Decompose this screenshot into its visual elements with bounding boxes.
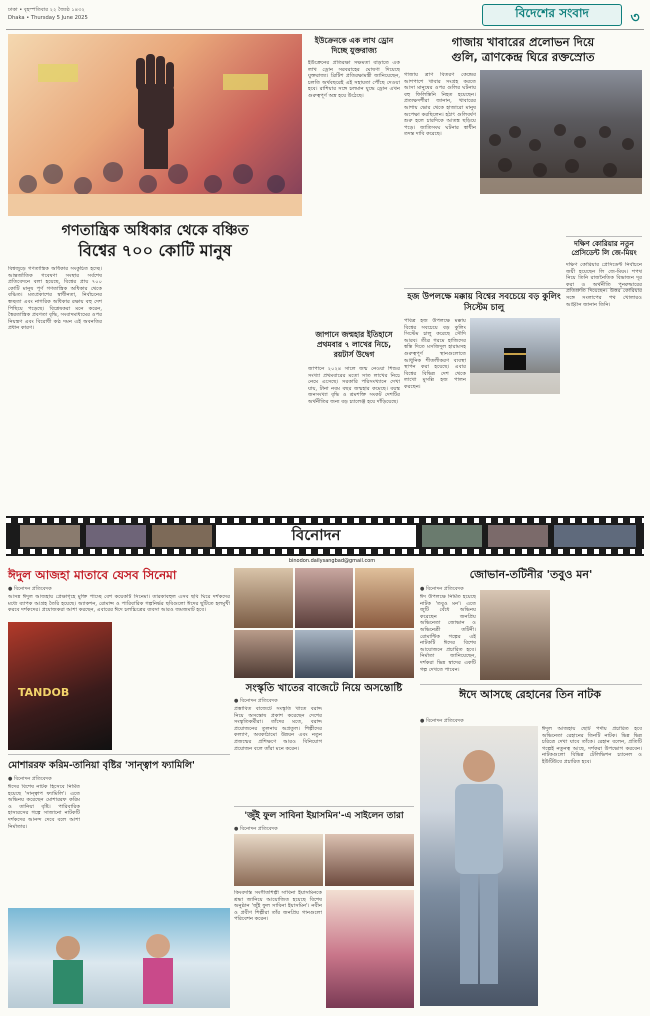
- sabina-headline: 'জুঁই ফুল সাবিনা ইয়াসমিন'-এ সাইলেন তারা: [244, 811, 404, 821]
- budget-headline: সংস্কৃতি খাতের বাজেটে নিয়ে অসন্তোষ্টি: [245, 683, 403, 694]
- sabina-photo: [326, 890, 414, 1008]
- lead-headline: [8, 222, 302, 260]
- group-photo-panel-1: [234, 834, 323, 886]
- group-photo-panel-2: [325, 834, 414, 886]
- binodon-title: বিনোদন: [291, 525, 341, 544]
- lead-headline-line2: বিশ্বের ৭০০ কোটি মানুষ: [78, 241, 232, 260]
- artists-collage: [234, 568, 414, 628]
- budget-body-col2: [326, 706, 414, 802]
- rehan-headline: ঈদে আসছে রেহানের তিন নাটক: [459, 688, 601, 701]
- sabina-byline: ● বিনোদন প্রতিবেদক: [234, 826, 278, 832]
- ukraine-body: ইউক্রেনের প্রতিরক্ষা সক্ষমতা বাড়াতে এক লাখ ড্রোন সরবরাহের ঘোষণা দিয়েছে যুক্তরাজ্য। ব্রিটিশ প্রতিরক্ষামন্ত্রী জানিয়েছেন, চলতি অর্থবছরেই এই সহায়তা পৌঁছে দেওয়া হবে। রাশিয়ার সঙ্গে চলমান যুদ্ধে ড্রোন এখন গুরুত্বপূর্ণ অস্ত্র হয়ে উঠেছে।: [308, 60, 400, 99]
- sanglap-body: ঈদের বিশেষ নাটক হিসেবে নির্মিত হয়েছে 'সান্ত্বাপ ফ্যামিলি'। এতে অভিনয় করেছেন মোশাররফ করিম ও তানিয়া বৃষ্টি। পারিবারিক হাস্যরসের গল্পে সাজানো নাটকটি দর্শকদের আনন্দ দেবে বলে আশা নির্মাতার।: [8, 784, 80, 830]
- sabina-group-photo: [234, 834, 414, 886]
- lead-headline-line1: গণতান্ত্রিক অধিকার থেকে বঞ্চিত: [61, 223, 249, 239]
- sanglap-divider: [8, 754, 230, 755]
- page-number: ৩: [630, 10, 640, 26]
- lead-body: বিশ্বজুড়ে গণতান্ত্রিক অধিকার সংকুচিত হচ্ছে। আন্তর্জাতিক গবেষণা সংস্থার সর্বশেষ প্রতিবেদনে বলা হয়েছে, বিশ্বের প্রায় ৭০০ কোটি মানুষ পূর্ণ গণতান্ত্রিক অধিকার থেকে বঞ্চিত। মতপ্রকাশের স্বাধীনতা, নির্বাচনের স্বচ্ছতা এবং নাগরিক অধিকার রক্ষায় বহু দেশ পিছিয়ে পড়েছে। বিশ্লেষকরা মনে করেন, স্বৈরতান্ত্রিক প্রবণতা বৃদ্ধি, সংবাদমাধ্যমের ওপর নিয়ন্ত্রণ এবং বিরোধী কণ্ঠ দমন এই অবনতির প্রধান কারণ।: [8, 266, 102, 332]
- japan-headline: জাপানে জন্মহার ইতিহাসে প্রথমবার ৭ লাখের নিচে, রয়টার্স উদ্বেগ: [315, 330, 393, 359]
- lead-body-col3: [208, 266, 302, 526]
- lead-body-columns: [8, 266, 302, 526]
- kaaba-icon: [470, 318, 560, 394]
- binodon-title-box: [216, 525, 416, 547]
- family-characters-icon: [8, 908, 230, 1008]
- gaza-body: গাজায় ত্রাণ বিতরণ কেন্দ্রের আশপাশে খাবার সংগ্রহ করতে আসা মানুষের ওপর গুলির ঘটনায় বহু ফিলিস্তিনি নিহত হয়েছেন। প্রত্যক্ষদর্শীরা জানান, খাবারের আশায় ভোর থেকে হাজারো মানুষ অপেক্ষা করছিলেন। হঠাৎ গুলিবর্ষণ শুরু হলে চারদিকে আতঙ্ক ছড়িয়ে পড়ে। জাতিসংঘ ঘটনার স্বাধীন তদন্ত দাবি করেছে।: [404, 72, 476, 138]
- kaaba-photo: [470, 318, 560, 394]
- dateline-en: Dhaka • Thursday 5 June 2025: [8, 15, 88, 21]
- sanglap-headline: মোশাররফ করিম-তানিয়া বৃষ্টির 'সান্ত্বাপ ফ্যামিলি': [8, 760, 195, 771]
- masthead-title: বিদেশের সংবাদ: [515, 6, 589, 20]
- binodon-email[interactable]: binodon.dailysangbad@gmail.com: [288, 558, 376, 564]
- film-frame-6: [554, 525, 636, 547]
- hajj-body-col2: [470, 398, 560, 508]
- artists-collage-row2: [234, 630, 414, 678]
- actor-silhouette-icon: [420, 726, 538, 1006]
- korea-divider: [566, 236, 642, 237]
- film-frame-5: [488, 525, 548, 547]
- film-frame-2: [86, 525, 146, 547]
- movie-poster-left: [8, 622, 112, 750]
- hajj-headline: হজ উপলক্ষে মক্কায় বিশ্বের সবচেয়ে বড় কুলিং সিস্টেম চালু: [407, 292, 561, 313]
- eid-films-byline: ● বিনোদন প্রতিবেদক: [8, 586, 52, 592]
- budget-byline: ● বিনোদন প্রতিবেদক: [234, 698, 278, 704]
- lead-body-col2: [108, 266, 202, 526]
- protest-illustration: [8, 34, 302, 216]
- film-perforation-top: [6, 518, 644, 523]
- rehan-byline: ● বিনোদন প্রতিবেদক: [420, 718, 464, 724]
- sabina-body: কিংবদন্তি সংগীতশিল্পী সাবিনা ইয়াসমিনকে শ্রদ্ধা জানিয়ে আয়োজিত হয়েছে বিশেষ অনুষ্ঠান 'জুঁই ফুল সাবিনা ইয়াসমিন'। নবীন ও প্রবীণ শিল্পীরা তাঁর জনপ্রিয় গানগুলো পরিবেশন করেন।: [234, 890, 322, 923]
- korea-headline: দক্ষিণ কোরিয়ার নতুন প্রেসিডেন্ট লি জে-মিয়ং: [571, 240, 637, 257]
- japan-body: জাপানে ২০২৪ সালে জন্ম নেওয়া শিশুর সংখ্যা প্রথমবারের মতো সাত লাখের নিচে নেমে এসেছে। সরকারি পরিসংখ্যানে দেখা যায়, টানা নবম বছর জন্মহার কমেছে। বয়স্ক জনসংখ্যা বৃদ্ধি ও শ্রমশক্তি সংকট দেশটির অর্থনীতির জন্য বড় চ্যালেঞ্জ হয়ে দাঁড়িয়েছে।: [308, 366, 400, 405]
- rehan-body: ঈদুল আজহায় ছোট পর্দায় প্রচারিত হবে অভিনেতা রেহানের তিনটি নাটক। ভিন্ন ভিন্ন চরিত্রে দেখা যাবে তাঁকে। রেহান বলেন, প্রতিটি গল্পেই নতুনত্ব আছে, দর্শকরা উপভোগ করবেন। নাটকগুলো বিভিন্ন টেলিভিশন চ্যানেল ও ইউটিউবে প্রচারিত হবে।: [542, 726, 642, 765]
- artist-photo-1: [234, 568, 293, 628]
- korea-body: দক্ষিণ কোরিয়ার প্রেসিডেন্ট নির্বাচনে জয়ী হয়েছেন লি জে-মিয়ং। শপথ নিয়ে তিনি রাজনৈতিক বিভাজন দূর করা ও অর্থনীতি পুনরুদ্ধারের প্রতিশ্রুতি দিয়েছেন। উত্তর কোরিয়ার সঙ্গে সংলাপের পথ খোলারও আহ্বান জানান তিনি।: [566, 262, 642, 308]
- poster-title-graphic: TANDOB: [18, 686, 70, 699]
- artist-photo-4: [234, 630, 293, 678]
- film-frame-4: [422, 525, 482, 547]
- binodon-banner: [6, 516, 644, 556]
- budget-body: প্রস্তাবিত বাজেটে সংস্কৃতি খাতে বরাদ্দ নিয়ে অসন্তোষ প্রকাশ করেছেন দেশের সংস্কৃতিকর্মীরা। তাঁদের মতে, বরাদ্দ প্রয়োজনের তুলনায় অপ্রতুল। শিল্পীদের কল্যাণ, অবকাঠামো উন্নয়ন এবং নতুন প্রজন্মের প্রশিক্ষণে আরও বিনিয়োগ প্রয়োজন বলে তাঁরা মনে করেন।: [234, 706, 322, 752]
- tobu-mon-headline: জোভান-তটিনীর 'তবুও মন': [469, 568, 593, 581]
- gaza-headline: [404, 35, 642, 65]
- masthead: [482, 4, 622, 26]
- rehan-divider: [420, 684, 642, 685]
- crowd-icon: [480, 70, 642, 194]
- artist-photo-6: [355, 630, 414, 678]
- eid-films-headline: ঈদুল আজহা মাতাবে যেসব সিনেমা: [8, 568, 177, 582]
- tobu-mon-photo: [480, 590, 550, 680]
- hajj-body: পবিত্র হজ উপলক্ষে মক্কায় বিশ্বের সবচেয়ে বড় কুলিং সিস্টেম চালু করেছে সৌদি আরব। তীব্র গরমে হাজিদের স্বস্তি দিতে মসজিদুল হারামসহ গুরুত্বপূর্ণ স্থানগুলোতে আধুনিক শীতলীকরণ ব্যবস্থা স্থাপন করা হয়েছে। এবার বিশ্বের বিভিন্ন দেশ থেকে লাখো মুসল্লি হজ পালন করছেন।: [404, 318, 466, 390]
- tobu-mon-body-col2: [554, 590, 642, 680]
- eid-films-body: আসন্ন ঈদুল আজহায় প্রেক্ষাগৃহে মুক্তি পাচ্ছে বেশ কয়েকটি সিনেমা। তারকাবহুল এসব ছবি ঘিরে দর্শকদের মধ্যে ব্যাপক আগ্রহ তৈরি হয়েছে। অ্যাকশন, রোমান্স ও পারিবারিক গল্পনির্ভর ছবিগুলো ঈদের ছুটিতে হলমুখী করবে দর্শকদের। প্রযোজকরা আশা করছেন, এবারের ঈদে চলচ্চিত্রের ব্যবসা আরও জমজমাট হবে।: [8, 594, 230, 614]
- sanglap-photo: [8, 908, 230, 1008]
- gaza-crowd-photo: [480, 70, 642, 194]
- tobu-mon-body: ঈদ উপলক্ষে নির্মিত হয়েছে নাটক 'তবুও মন'। এতে জুটি বেঁধে অভিনয় করেছেন জনপ্রিয় অভিনেতা জোভান ও অভিনেত্রী তটিনী। রোমান্টিক গল্পের এই নাটকটি ঈদের বিশেষ আয়োজনে প্রচারিত হবে। নির্মাতা জানিয়েছেন, দর্শকরা ভিন্ন স্বাদের একটি গল্প দেখতে পাবেন।: [420, 594, 476, 673]
- film-perforation-bottom: [6, 549, 644, 554]
- gaza-headline-line1: গাজায় খাবারের প্রলোভন দিয়ে: [451, 35, 595, 49]
- eid-films-body-col2: [116, 622, 230, 750]
- sanglap-body-col2: [84, 784, 230, 904]
- dateline: [8, 7, 158, 21]
- sabina-divider: [234, 806, 414, 807]
- film-frame-1: [20, 525, 80, 547]
- gaza-body-col2: [480, 198, 558, 288]
- artist-photo-5: [295, 630, 354, 678]
- tobu-mon-byline: ● বিনোদন প্রতিবেদক: [420, 586, 464, 592]
- artist-photo-3: [355, 568, 414, 628]
- top-rule: [6, 29, 644, 30]
- dateline-bn: ঢাকা • বৃহস্পতিবার ২২ জ্যৈষ্ঠ ১৪৩২: [8, 7, 85, 13]
- rehan-photo: [420, 726, 538, 1006]
- protest-crowd-icon: [8, 34, 302, 216]
- artist-photo-2: [295, 568, 354, 628]
- film-frame-3: [152, 525, 212, 547]
- gaza-headline-line2: গুলি, ত্রাণকেন্দ্র ঘিরে রক্তস্রোত: [451, 50, 595, 64]
- sanglap-byline: ● বিনোদন প্রতিবেদক: [8, 776, 52, 782]
- ukraine-headline: ইউক্রেনকে এক লাখ ড্রোন দিচ্ছে যুক্তরাজ্য: [314, 36, 394, 55]
